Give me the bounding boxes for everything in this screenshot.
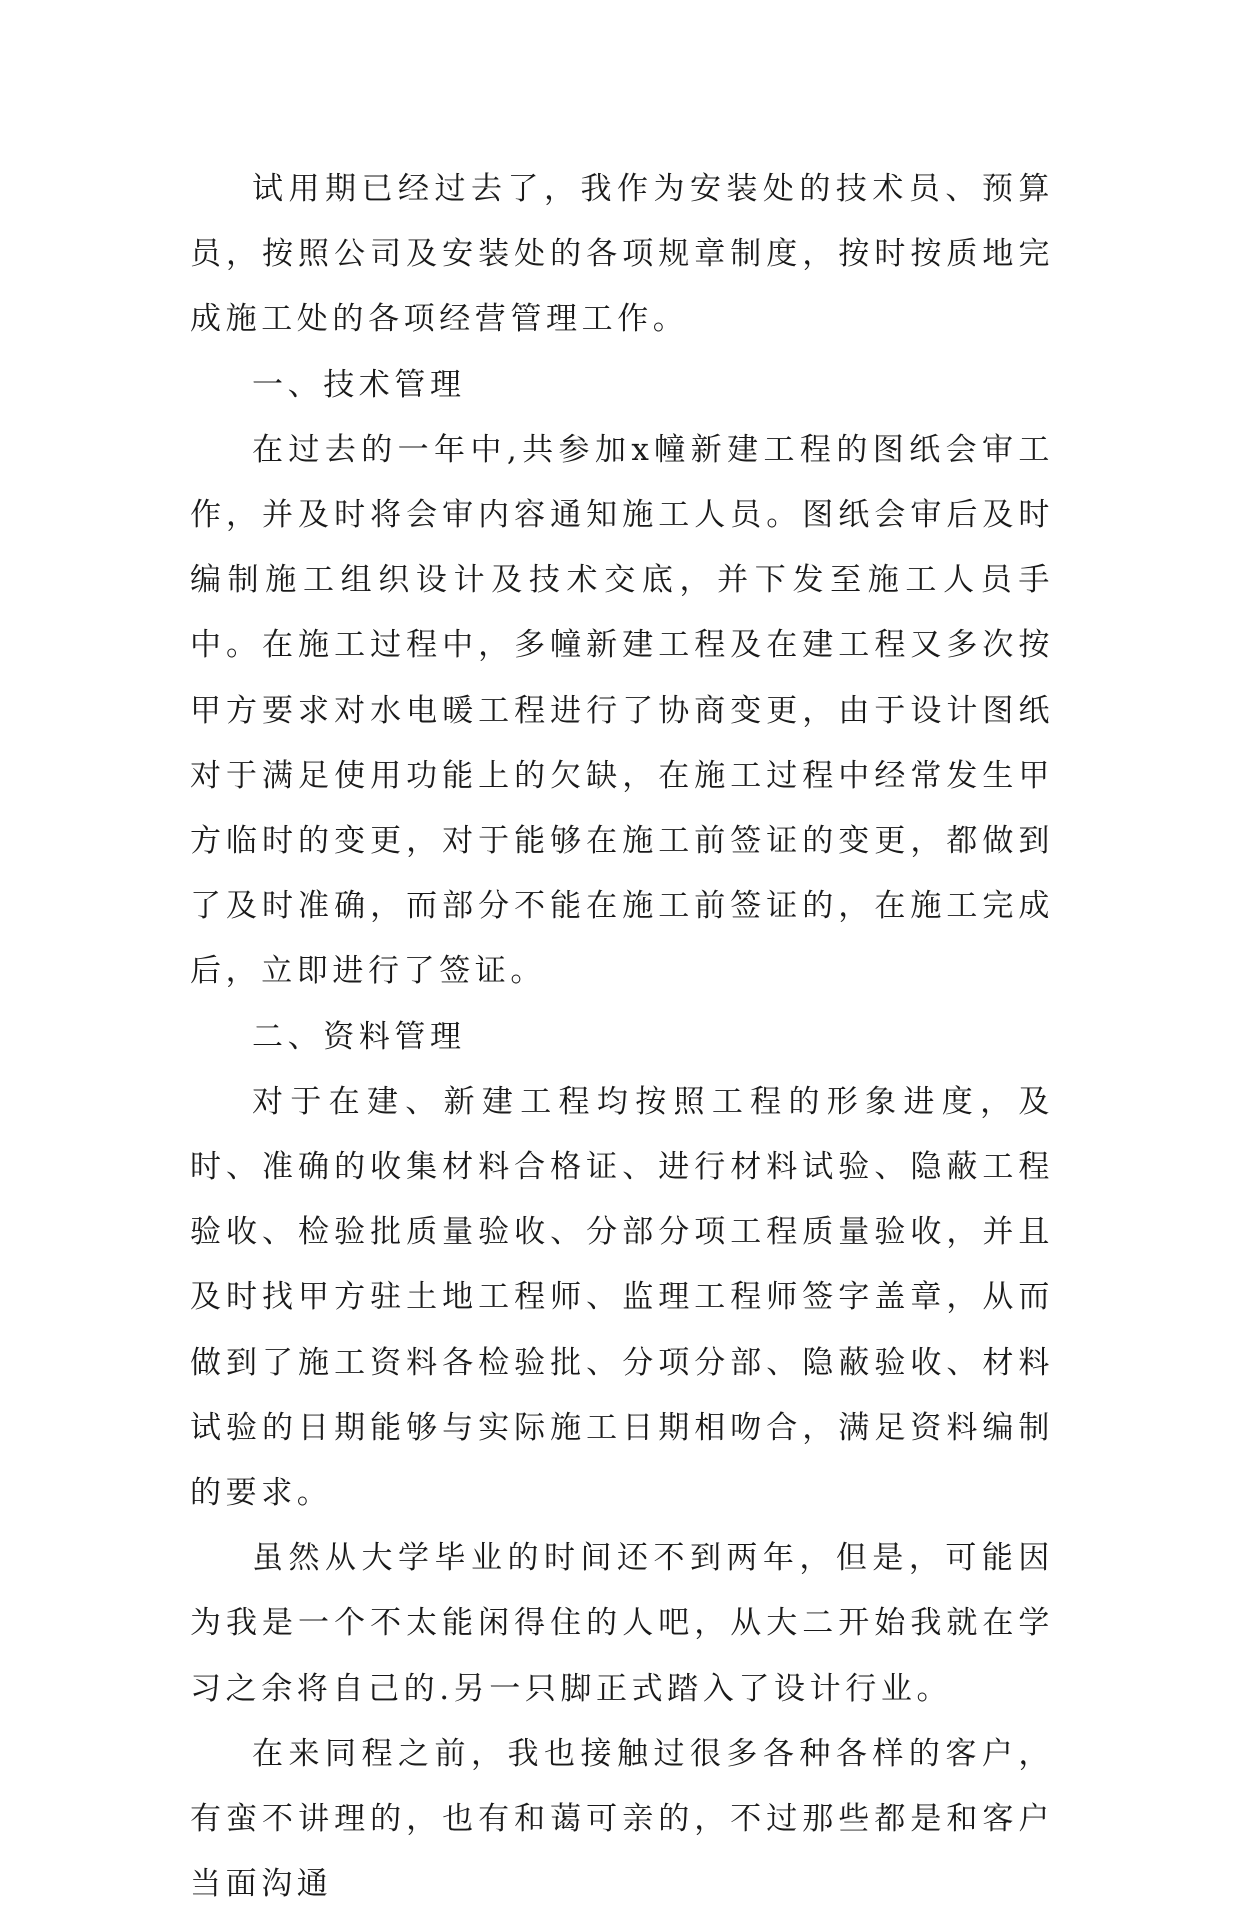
section-heading-document-management: 二、资料管理 — [252, 1018, 466, 1055]
paragraph-technical-management: 在过去的一年中,共参加x幢新建工程的图纸会审工作，并及时将会审内容通知施工人员。图纸会审后及时编制施工组织设计及技术交底，并下发至施工人员手中。在施工过程中，多幢新建工程及在建工程又多次按甲方要求对水电暖工程进行了协商变更，由于设计图纸对于满足使用功能上的欠缺，在施工过程中经常发生甲方临时的变更，对于能够在施工前签证的变更，都做到了及时准确，而部分不能在施工前签证的，在施工完成后，立即进行了签证。 — [190, 431, 1054, 990]
paragraph-graduation: 虽然从大学毕业的时间还不到两年，但是，可能因为我是一个不太能闲得住的人吧，从大二开始我就在学习之余将自己的.另一只脚正式踏入了设计行业。 — [190, 1540, 1054, 1707]
paragraph-intro: 试用期已经过去了，我作为安装处的技术员、预算员，按照公司及安装处的各项规章制度，按时按质地完成施工处的各项经营管理工作。 — [190, 171, 1054, 338]
paragraph-document-management: 对于在建、新建工程均按照工程的形象进度，及时、准确的收集材料合格证、进行材料试验、隐蔽工程验收、检验批质量验收、分部分项工程质量验收，并且及时找甲方驻土地工程师、监理工程师签字盖章，从而做到了施工资料各检验批、分项分部、隐蔽验收、材料试验的日期能够与实际施工日期相吻合，满足资料编制的要求。 — [190, 1083, 1054, 1512]
paragraph-clients: 在来同程之前，我也接触过很多各种各样的客户，有蛮不讲理的，也有和蔼可亲的，不过那些都是和客户当面沟通 — [190, 1735, 1054, 1903]
section-heading-technical-management: 一、技术管理 — [252, 366, 466, 403]
document-body — [190, 157, 1054, 1917]
